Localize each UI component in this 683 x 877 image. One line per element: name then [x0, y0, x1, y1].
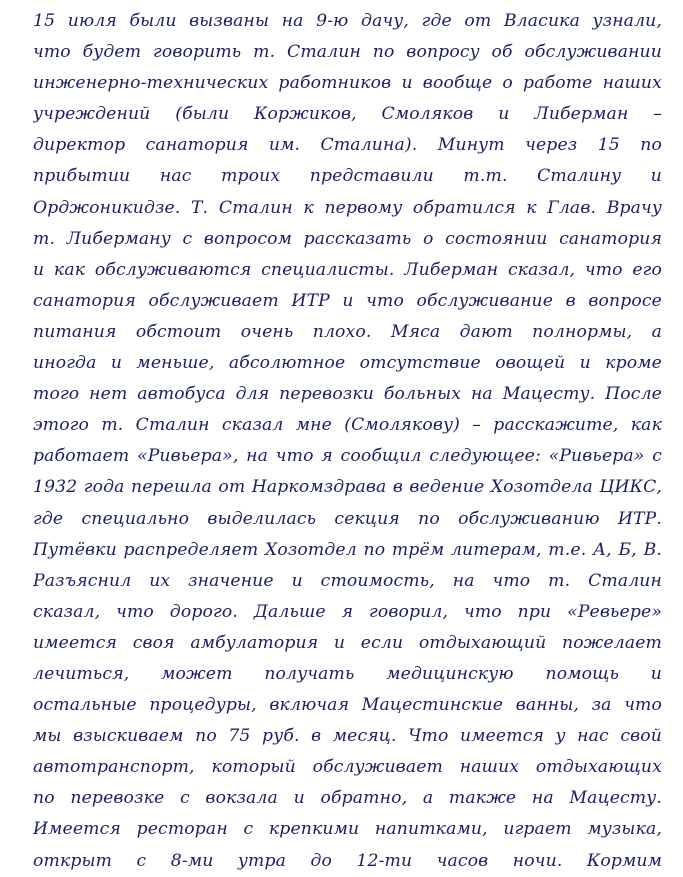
text-line: учреждений (были Коржиков, Смоляков и Либерман –	[33, 104, 662, 125]
handwritten-text-block	[33, 6, 662, 877]
text-line: инженерно-технических работников и вообще о работе наших	[33, 73, 662, 94]
text-line: этого т. Сталин сказал мне (Смолякову) – расскажите, как	[33, 415, 662, 436]
text-line: по перевозке с вокзала и обратно, а также на Мацесту.	[33, 788, 662, 809]
text-line: того нет автобуса для перевозки больных на Мацесту. После	[33, 384, 662, 405]
text-line: остальные процедуры, включая Мацестинские ванны, за что	[33, 695, 662, 716]
text-line: где специально выделилась секция по обслуживанию ИТР.	[33, 508, 662, 529]
text-line: и как обслуживаются специалисты. Либерман сказал, что его	[33, 259, 662, 280]
text-line: Орджоникидзе. Т. Сталин к первому обратился к Глав. Врачу	[33, 197, 662, 218]
text-line: Разъяснил их значение и стоимость, на что т. Сталин	[33, 570, 662, 591]
text-line: сказал, что дорого. Дальше я говорил, что при «Ревьере»	[33, 601, 662, 622]
text-line: работает «Ривьера», на что я сообщил следующее: «Ривьера» с	[33, 446, 662, 467]
text-line: автотранспорт, который обслуживает наших отдыхающих	[33, 757, 662, 778]
text-line: Имеется ресторан с крепкими напитками, играет музыка,	[33, 819, 662, 840]
text-line: иногда и меньше, абсолютное отсутствие овощей и кроме	[33, 353, 662, 374]
text-line: 15 июля были вызваны на 9-ю дачу, где от Власика узнали,	[33, 11, 662, 31]
text-line: санатория обслуживает ИТР и что обслуживание в вопросе	[33, 290, 662, 311]
text-line: т. Либерману с вопросом рассказать о состоянии санатория	[33, 228, 662, 249]
text-line: Путёвки распределяет Хозотдел по трём литерам, т.е. А, Б, В.	[33, 539, 662, 560]
text-line: 1932 года перешла от Наркомздрава в ведение Хозотдела ЦИКС,	[33, 477, 662, 498]
text-line: имеется своя амбулатория и если отдыхающий пожелает	[33, 632, 662, 653]
text-line: что будет говорить т. Сталин по вопросу об обслуживании	[33, 42, 662, 63]
text-line: питания обстоит очень плохо. Мяса дают полнормы, а	[33, 321, 662, 342]
text-line: директор санатория им. Сталина). Минут через 15 по	[33, 135, 662, 156]
text-line: мы взыскиваем по 75 руб. в месяц. Что имеется у нас свой	[33, 726, 662, 747]
text-line: лечиться, может получать медицинскую помощь и	[33, 663, 662, 684]
text-line: прибытии нас троих представили т.т. Сталину и	[33, 166, 662, 187]
text-line: открыт с 8-ми утра до 12-ти часов ночи. Кормим	[33, 850, 662, 871]
